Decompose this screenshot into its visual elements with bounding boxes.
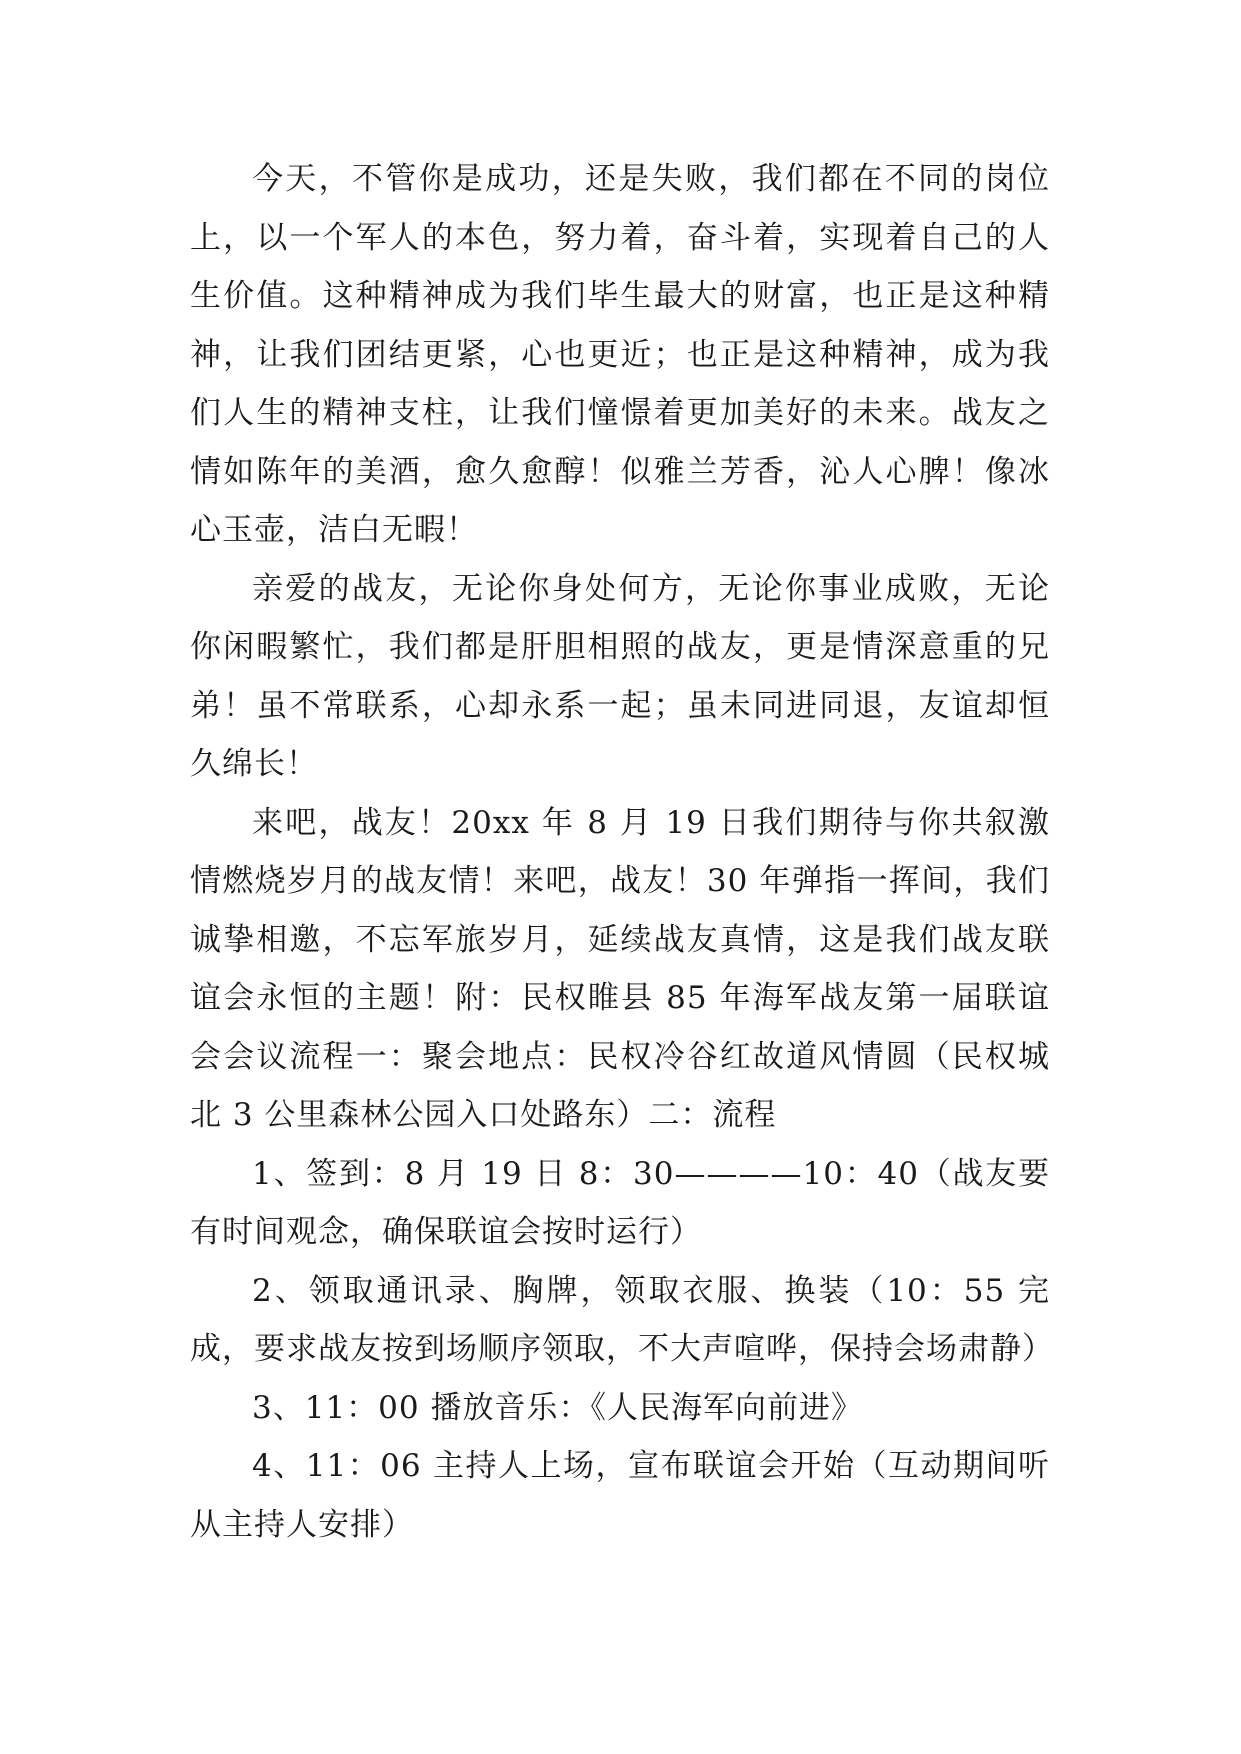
paragraph-step-4-host: 4、11：06 主持人上场，宣布联谊会开始（互动期间听从主持人安排） (190, 1448, 1050, 1543)
paragraph-step-2-collect: 2、领取通讯录、胸牌，领取衣服、换装（10：55 完成，要求战友按到场顺序领取，不大声喧哗，保持会场肃静） (190, 1272, 1054, 1367)
paragraph-step-3-music: 3、11：00 播放音乐：《人民海军向前进》 (252, 1389, 863, 1426)
paragraph-comrades-brothers: 亲爱的战友，无论你身处何方，无论你事业成败，无论你闲暇繁忙，我们都是肝胆相照的战友，更是情深意重的兄弟！虽不常联系，心却永系一起；虽未同进同退，友谊却恒久绵长！ (190, 570, 1050, 782)
paragraph-invitation: 来吧，战友！20xx 年 8 月 19 日我们期待与你共叙激情燃烧岁月的战友情！来吧，战友！30 年弹指一挥间，我们诚挚相邀，不忘军旅岁月，延续战友真情，这是我们战友联谊会永恒的主题！附：民权睢县 85 年海军战友第一届联谊会会议流程一：聚会地点：民权冷谷红故道风情圆（民权城北 3 公里森林公园入口处路东）二：流程 (190, 804, 1050, 1133)
paragraph-reunion-spirit: 今天，不管你是成功，还是失败，我们都在不同的岗位上，以一个军人的本色，努力着，奋斗着，实现着自己的人生价值。这种精神成为我们毕生最大的财富，也正是这种精神，让我们团结更紧，心也更近；也正是这种精神，成为我们人生的精神支柱，让我们憧憬着更加美好的未来。战友之情如陈年的美酒，愈久愈醇！似雅兰芳香，沁人心脾！像冰心玉壶，洁白无暇！ (190, 161, 1050, 548)
document-body (190, 150, 1054, 1554)
paragraph-step-1-checkin: 1、签到：8 月 19 日 8：30————10：40（战友要有时间观念，确保联谊会按时运行） (190, 1155, 1050, 1250)
